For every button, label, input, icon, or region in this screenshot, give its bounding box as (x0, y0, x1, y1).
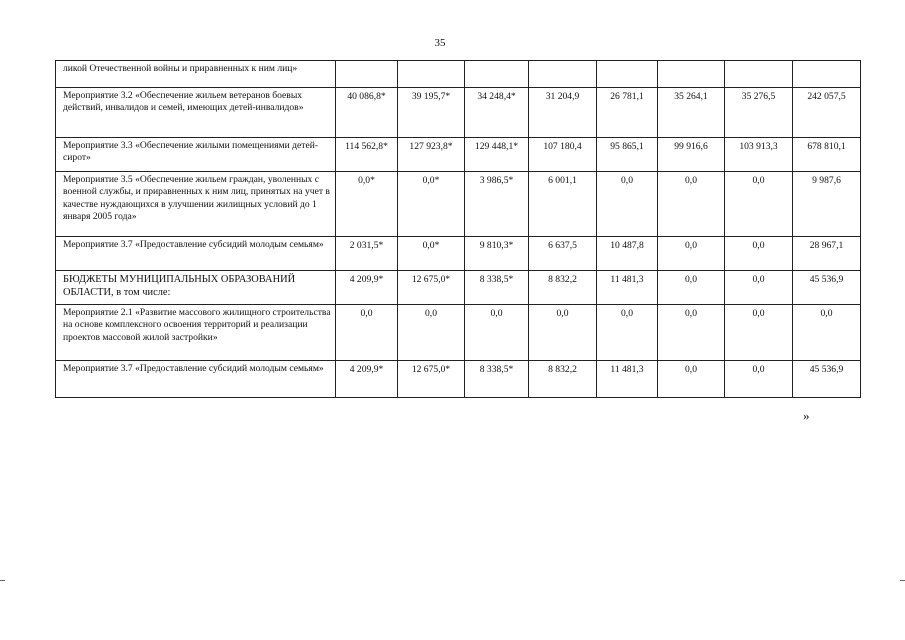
value-cell: 0,0 (465, 305, 529, 361)
table-row (56, 138, 861, 172)
value-cell: 6 637,5 (529, 237, 597, 271)
value-cell: 103 913,3 (725, 138, 793, 172)
table-row (56, 172, 861, 237)
value-cell: 107 180,4 (529, 138, 597, 172)
value-cell (725, 61, 793, 88)
value-cell (465, 61, 529, 88)
row-label: Мероприятие 3.2 «Обеспечение жильем ветеранов боевых действий, инвалидов и семей, имеющих детей-инвалидов» (56, 88, 336, 138)
value-cell: 2 031,5* (336, 237, 398, 271)
value-cell: 45 536,9 (793, 271, 861, 305)
value-cell: 0,0 (398, 305, 465, 361)
value-cell: 0,0 (658, 361, 725, 398)
value-cell (658, 61, 725, 88)
value-cell (529, 61, 597, 88)
value-cell: 11 481,3 (597, 361, 658, 398)
value-cell: 678 810,1 (793, 138, 861, 172)
value-cell: 129 448,1* (465, 138, 529, 172)
value-cell: 4 209,9* (336, 361, 398, 398)
row-label: ликой Отечественной войны и приравненных к ним лиц» (56, 61, 336, 88)
value-cell: 11 481,3 (597, 271, 658, 305)
value-cell: 99 916,6 (658, 138, 725, 172)
value-cell: 26 781,1 (597, 88, 658, 138)
value-cell: 242 057,5 (793, 88, 861, 138)
table-row (56, 271, 861, 305)
value-cell: 0,0 (725, 305, 793, 361)
table-row (56, 61, 861, 88)
value-cell: 9 810,3* (465, 237, 529, 271)
value-cell (398, 61, 465, 88)
row-label: Мероприятие 3.7 «Предоставление субсидий молодым семьям» (56, 237, 336, 271)
value-cell: 35 276,5 (725, 88, 793, 138)
value-cell: 28 967,1 (793, 237, 861, 271)
value-cell: 35 264,1 (658, 88, 725, 138)
value-cell: 8 832,2 (529, 361, 597, 398)
table-row (56, 88, 861, 138)
value-cell: 0,0 (725, 271, 793, 305)
value-cell: 0,0 (597, 305, 658, 361)
value-cell: 0,0 (658, 271, 725, 305)
value-cell: 0,0 (658, 305, 725, 361)
page-number: 35 (434, 37, 446, 49)
table-row (56, 237, 861, 271)
value-cell: 34 248,4* (465, 88, 529, 138)
value-cell: 12 675,0* (398, 361, 465, 398)
value-cell: 0,0 (529, 305, 597, 361)
value-cell: 0,0 (793, 305, 861, 361)
value-cell: 114 562,8* (336, 138, 398, 172)
value-cell: 0,0* (398, 172, 465, 237)
budget-table (55, 60, 861, 398)
value-cell: 0,0* (398, 237, 465, 271)
value-cell: 40 086,8* (336, 88, 398, 138)
value-cell: 6 001,1 (529, 172, 597, 237)
value-cell: 9 987,6 (793, 172, 861, 237)
value-cell: 39 195,7* (398, 88, 465, 138)
value-cell: 127 923,8* (398, 138, 465, 172)
value-cell (336, 61, 398, 88)
value-cell: 8 338,5* (465, 361, 529, 398)
value-cell: 0,0 (597, 172, 658, 237)
value-cell: 31 204,9 (529, 88, 597, 138)
value-cell: 12 675,0* (398, 271, 465, 305)
table-row (56, 361, 861, 398)
value-cell: 8 832,2 (529, 271, 597, 305)
value-cell: 0,0 (725, 237, 793, 271)
row-label: Мероприятие 3.5 «Обеспечение жильем граждан, уволенных с военной службы, и приравненных к ним лиц, принятых на учет в качестве нуждающихся в улучшении жилищных условий до 1 января 2005 года» (56, 172, 336, 237)
value-cell: 0,0 (725, 361, 793, 398)
margin-tick-right (900, 580, 905, 581)
value-cell: 0,0 (658, 172, 725, 237)
value-cell: 45 536,9 (793, 361, 861, 398)
value-cell: 0,0 (725, 172, 793, 237)
value-cell: 0,0* (336, 172, 398, 237)
table-row (56, 305, 861, 361)
row-label: Мероприятие 2.1 «Развитие массового жилищного строительства на основе комплексного освоения территорий и реализации проектов массовой жилой застройки» (56, 305, 336, 361)
value-cell: 8 338,5* (465, 271, 529, 305)
value-cell: 95 865,1 (597, 138, 658, 172)
row-label: Мероприятие 3.7 «Предоставление субсидий молодым семьям» (56, 361, 336, 398)
row-label: БЮДЖЕТЫ МУНИЦИПАЛЬНЫХ ОБРАЗОВАНИЙ ОБЛАСТИ, в том числе: (56, 271, 336, 305)
value-cell (597, 61, 658, 88)
budget-table-body (56, 61, 861, 398)
value-cell (793, 61, 861, 88)
value-cell: 4 209,9* (336, 271, 398, 305)
value-cell: 3 986,5* (465, 172, 529, 237)
value-cell: 0,0 (336, 305, 398, 361)
closing-quote-mark: » (803, 408, 810, 423)
value-cell: 10 487,8 (597, 237, 658, 271)
margin-tick-left (0, 580, 5, 581)
row-label: Мероприятие 3.3 «Обеспечение жилыми помещениями детей-сирот» (56, 138, 336, 172)
value-cell: 0,0 (658, 237, 725, 271)
